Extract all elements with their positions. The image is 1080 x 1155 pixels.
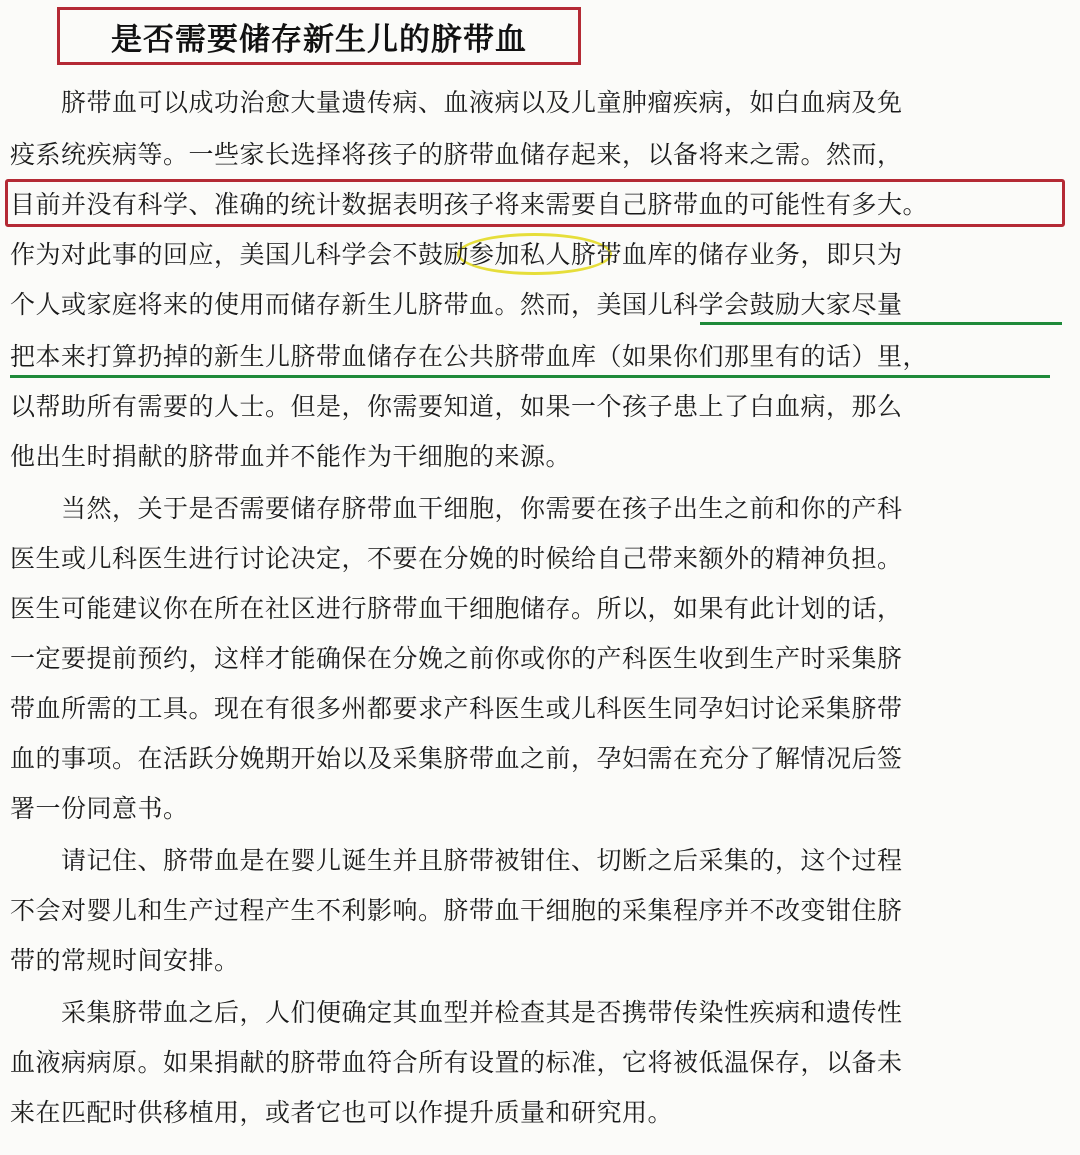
text-line: 目前并没有科学、准确的统计数据表明孩子将来需要自己脐带血的可能性有多大。 [10,190,929,219]
text-line: 作为对此事的回应，美国儿科学会不鼓励参加私人脐带血库的储存业务，即只为 [10,240,903,269]
text-line: 当然，关于是否需要储存脐带血干细胞，你需要在孩子出生之前和你的产科 [10,494,903,523]
text-line: 署一份同意书。 [10,794,189,823]
text-line: 脐带血可以成功治愈大量遗传病、血液病以及儿童肿瘤疾病，如白血病及免 [10,88,903,117]
text-line: 带血所需的工具。现在有很多州都要求产科医生或儿科医生同孕妇讨论采集脐带 [10,694,903,723]
page-title: 是否需要储存新生儿的脐带血 [111,21,527,58]
text-line: 疫系统疾病等。一些家长选择将孩子的脐带血储存起来，以备将来之需。然而， [10,140,903,169]
green-underline-2 [10,375,1050,378]
text-line: 医生或儿科医生进行讨论决定，不要在分娩的时候给自己带来额外的精神负担。 [10,544,903,573]
text-line: 采集脐带血之后，人们便确定其血型并检查其是否携带传染性疾病和遗传性 [10,998,903,1027]
text-line: 来在匹配时供移植用，或者它也可以作提升质量和研究用。 [10,1098,674,1127]
text-line: 以帮助所有需要的人士。但是，你需要知道，如果一个孩子患上了白血病，那么 [10,392,903,421]
text-line: 医生可能建议你在所在社区进行脐带血干细胞储存。所以，如果有此计划的话， [10,594,903,623]
text-line: 一定要提前预约，这样才能确保在分娩之前你或你的产科医生收到生产时采集脐 [10,644,903,673]
text-line: 血液病病原。如果捐献的脐带血符合所有设置的标准，它将被低温保存，以备未 [10,1048,903,1077]
text-line: 把本来打算扔掉的新生儿脐带血储存在公共脐带血库（如果你们那里有的话）里， [10,342,929,371]
title-box [57,7,581,65]
text-line: 他出生时捐献的脐带血并不能作为干细胞的来源。 [10,442,572,471]
green-underline-1 [700,322,1062,325]
text-line: 个人或家庭将来的使用而储存新生儿脐带血。然而，美国儿科学会鼓励大家尽量 [10,290,903,319]
text-line: 带的常规时间安排。 [10,946,240,975]
text-line: 不会对婴儿和生产过程产生不利影响。脐带血干细胞的采集程序并不改变钳住脐 [10,896,903,925]
text-line: 请记住、脐带血是在婴儿诞生并且脐带被钳住、切断之后采集的，这个过程 [10,846,903,875]
text-line: 血的事项。在活跃分娩期开始以及采集脐带血之前，孕妇需在充分了解情况后签 [10,744,903,773]
